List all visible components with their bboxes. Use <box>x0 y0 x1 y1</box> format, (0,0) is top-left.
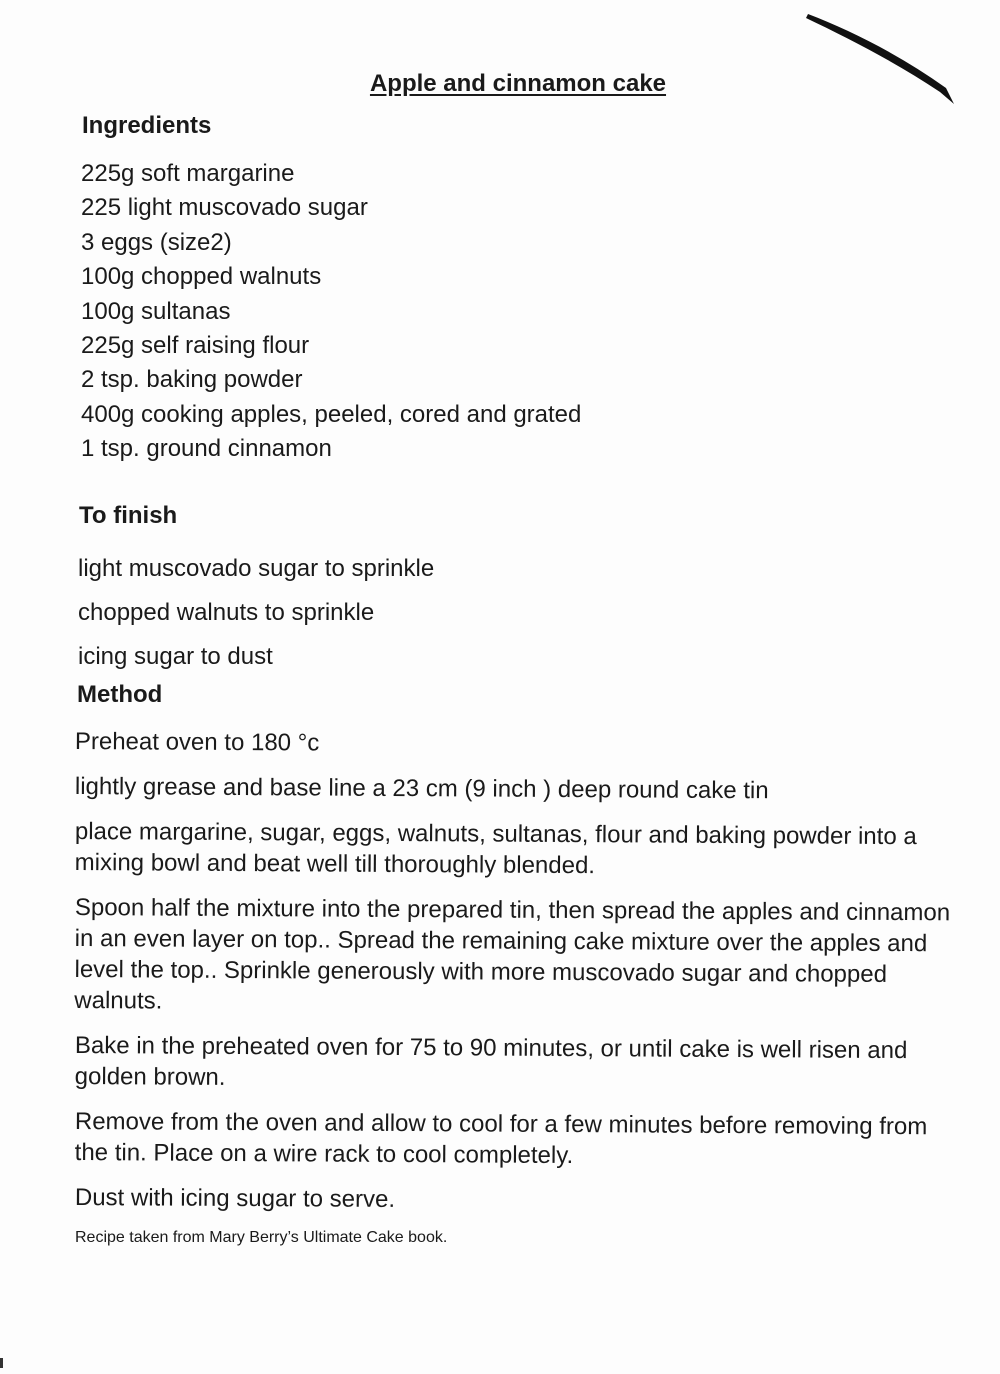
ingredients-list <box>81 157 581 467</box>
method-heading: Method <box>77 681 163 708</box>
method-step: Bake in the preheated oven for 75 to 90 minutes, or until cake is well risen and golden brown. <box>74 1032 908 1091</box>
method-step: Remove from the oven and allow to cool for a few minutes before removing from the tin. Place on a wire rack to cool completely. <box>74 1108 928 1170</box>
method-step: lightly grease and base line a 23 cm (9 inch ) deep round cake tin <box>74 772 769 805</box>
to-finish-list <box>78 547 434 679</box>
finish-item: light muscovado sugar to sprinkle <box>78 555 435 582</box>
ingredient-item: 225 light muscovado sugar <box>81 194 368 222</box>
method-steps <box>75 726 955 1249</box>
ingredient-item: 100g chopped walnuts <box>81 263 322 291</box>
method-step: Dust with icing sugar to serve. <box>74 1184 396 1213</box>
ingredients-heading: Ingredients <box>82 112 212 139</box>
method-step: Spoon half the mixture into the prepared tin, then spread the apples and cinnamon in an even layer on top.. Spread the remaining cake mixture over the apples and level the top.. Sprinkle generously with more muscovado sugar and chopped walnuts. <box>74 894 951 1015</box>
recipe-source-note: Recipe taken from Mary Berry’s Ultimate Cake book. <box>75 1229 448 1246</box>
ingredient-item: 400g cooking apples, peeled, cored and grated <box>81 400 582 428</box>
ingredient-item: 225g soft margarine <box>81 160 295 187</box>
ingredient-item: 100g sultanas <box>81 297 231 325</box>
recipe-title: Apple and cinnamon cake <box>369 70 667 97</box>
method-step: Preheat oven to 180 °c <box>74 727 320 757</box>
ingredient-item: 225g self raising flour <box>81 332 310 360</box>
method-step: place margarine, sugar, eggs, walnuts, sultanas, flour and baking powder into a mixing bowl and beat well till thoroughly blended. <box>74 817 917 880</box>
to-finish-heading: To finish <box>79 502 178 529</box>
ingredient-item: 1 tsp. ground cinnamon <box>81 435 332 463</box>
finish-item: chopped walnuts to sprinkle <box>78 599 375 626</box>
ingredient-item: 2 tsp. baking powder <box>81 366 303 394</box>
finish-item: icing sugar to dust <box>78 643 273 670</box>
scan-edge-mark <box>0 1358 3 1368</box>
ingredient-item: 3 eggs (size2) <box>81 228 232 256</box>
